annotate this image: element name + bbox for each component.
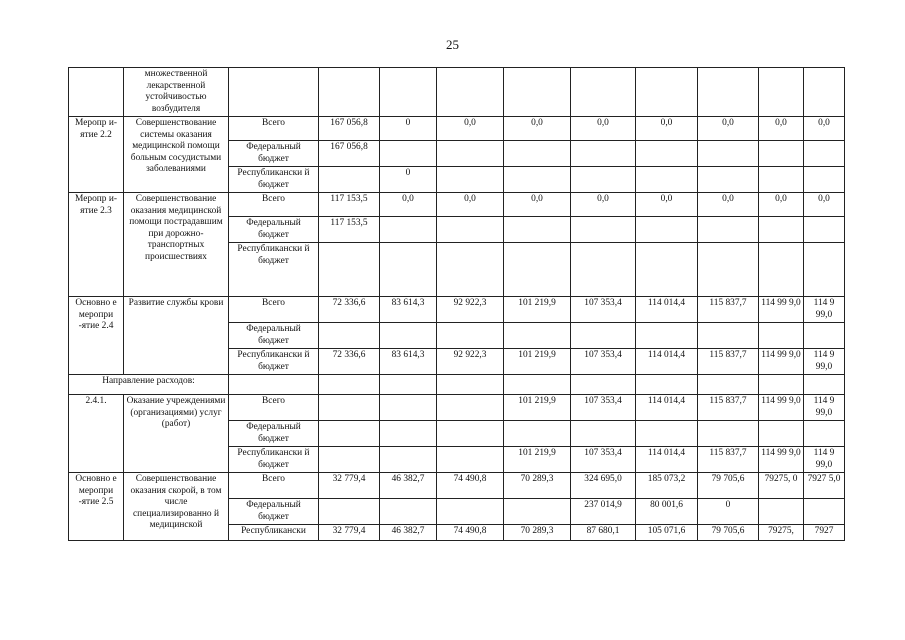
table-cell: 107 353,4: [571, 395, 636, 421]
table-cell: [804, 68, 845, 117]
table-cell: 83 614,3: [380, 349, 437, 375]
table-cell: [380, 217, 437, 243]
table-cell: 117 153,5: [319, 193, 380, 217]
table-cell: [319, 167, 380, 193]
table-cell: 0,0: [698, 117, 759, 141]
table-cell: [380, 395, 437, 421]
table-cell: [571, 421, 636, 447]
table-cell: [504, 141, 571, 167]
table-cell: Всего: [229, 297, 319, 323]
table-row: [69, 117, 845, 141]
table-cell: [571, 217, 636, 243]
table-cell: 114 99 9,0: [759, 447, 804, 473]
table-cell: 0,0: [636, 117, 698, 141]
table-cell: 107 353,4: [571, 447, 636, 473]
table-cell: 32 779,4: [319, 525, 380, 541]
table-cell: [229, 68, 319, 117]
table-cell: 32 779,4: [319, 473, 380, 499]
table-cell: [804, 167, 845, 193]
table-cell: [636, 68, 698, 117]
table-cell: [437, 421, 504, 447]
table-cell: [504, 499, 571, 525]
table-cell: 0,0: [504, 117, 571, 141]
table-cell: 115 837,7: [698, 447, 759, 473]
table-cell: [319, 375, 380, 395]
table-cell: Федеральный бюджет: [229, 323, 319, 349]
table-cell: Республикански й бюджет: [229, 447, 319, 473]
table-cell: [380, 243, 437, 297]
table-cell: 0,0: [504, 193, 571, 217]
table-cell: [698, 323, 759, 349]
table-cell: Совершенствование системы оказания медицинской помощи больным сосудистыми заболеваниями: [124, 117, 229, 193]
table-cell: 0,0: [804, 117, 845, 141]
table-row: [69, 395, 845, 421]
table-cell: 7927: [804, 525, 845, 541]
table-cell: [437, 68, 504, 117]
table-cell: 74 490,8: [437, 473, 504, 499]
table-cell: 0,0: [636, 193, 698, 217]
table-cell: [571, 243, 636, 297]
table-cell: 79 705,6: [698, 525, 759, 541]
table-cell: [804, 141, 845, 167]
table-cell: [698, 375, 759, 395]
table-cell: Оказание учреждениями (организациями) услуг (работ): [124, 395, 229, 473]
table-cell: [571, 323, 636, 349]
table-cell: 0,0: [571, 193, 636, 217]
table-cell: [804, 323, 845, 349]
table-cell: [636, 243, 698, 297]
table-cell: Всего: [229, 395, 319, 421]
table-cell: 70 289,3: [504, 473, 571, 499]
table-cell: [759, 323, 804, 349]
table-cell: 92 922,3: [437, 349, 504, 375]
table-cell: 114 9 99,0: [804, 447, 845, 473]
table-cell: 114 99 9,0: [759, 349, 804, 375]
table-cell: Республикански: [229, 525, 319, 541]
table-cell: 80 001,6: [636, 499, 698, 525]
table-cell: [698, 217, 759, 243]
table-cell: 0: [698, 499, 759, 525]
table-cell: Всего: [229, 193, 319, 217]
table-cell: [319, 421, 380, 447]
table-cell: [319, 499, 380, 525]
table-cell: Меропр и-ятие 2.2: [69, 117, 124, 193]
table-cell: [437, 499, 504, 525]
table-cell: [319, 323, 380, 349]
table-cell: [759, 68, 804, 117]
table-cell: [504, 217, 571, 243]
table-cell: 105 071,6: [636, 525, 698, 541]
table-cell: [319, 447, 380, 473]
table-cell: 0,0: [759, 193, 804, 217]
table-cell: [804, 421, 845, 447]
table-cell: [437, 243, 504, 297]
table-cell: [229, 375, 319, 395]
table-cell: 167 056,8: [319, 117, 380, 141]
table-cell: 101 219,9: [504, 349, 571, 375]
table-cell: [759, 141, 804, 167]
table-cell: [504, 68, 571, 117]
table-cell: [504, 421, 571, 447]
table-cell: 74 490,8: [437, 525, 504, 541]
table-cell: [636, 421, 698, 447]
table-cell: Республикански й бюджет: [229, 243, 319, 297]
table-cell: 237 014,9: [571, 499, 636, 525]
table-cell: [804, 243, 845, 297]
table-cell: [636, 375, 698, 395]
table-cell: 114 014,4: [636, 395, 698, 421]
table-cell: 72 336,6: [319, 297, 380, 323]
table-cell: 114 014,4: [636, 349, 698, 375]
table-cell: [698, 167, 759, 193]
budget-table: [68, 67, 845, 541]
table-cell: 2.4.1.: [69, 395, 124, 473]
table-cell: [759, 217, 804, 243]
table-cell: Федеральный бюджет: [229, 421, 319, 447]
table-cell: 107 353,4: [571, 349, 636, 375]
table-cell: [759, 421, 804, 447]
table-cell: 7927 5,0: [804, 473, 845, 499]
table-cell: 107 353,4: [571, 297, 636, 323]
table-cell: [571, 375, 636, 395]
table-cell: [380, 499, 437, 525]
table-cell: 114 99 9,0: [759, 297, 804, 323]
table-cell: 101 219,9: [504, 447, 571, 473]
table-cell: [698, 243, 759, 297]
table-cell: 185 073,2: [636, 473, 698, 499]
table-cell: Совершенствование оказания скорой, в том числе специализированно й медицинской: [124, 473, 229, 541]
table-cell: 46 382,7: [380, 473, 437, 499]
table-cell: 79 705,6: [698, 473, 759, 499]
table-cell: 79275, 0: [759, 473, 804, 499]
table-cell: [437, 141, 504, 167]
table-cell: 0,0: [437, 117, 504, 141]
table-cell: [319, 395, 380, 421]
table-cell: 72 336,6: [319, 349, 380, 375]
table-cell: 101 219,9: [504, 395, 571, 421]
table-cell: Республикански й бюджет: [229, 349, 319, 375]
table-cell: 0,0: [804, 193, 845, 217]
table-cell: [759, 375, 804, 395]
table-cell: 0,0: [437, 193, 504, 217]
table-cell: [380, 68, 437, 117]
table-cell: [69, 68, 124, 117]
table-cell: 114 014,4: [636, 297, 698, 323]
table-cell: [504, 375, 571, 395]
table-cell: [698, 68, 759, 117]
table-cell: Всего: [229, 117, 319, 141]
table-cell: Федеральный бюджет: [229, 499, 319, 525]
table-cell: Основно е меропри -ятие 2.5: [69, 473, 124, 541]
table-cell: [437, 447, 504, 473]
table-cell: [636, 217, 698, 243]
table-cell: [437, 167, 504, 193]
table-cell: [804, 217, 845, 243]
table-cell: [319, 243, 380, 297]
table-cell: [504, 243, 571, 297]
table-cell: 79275,: [759, 525, 804, 541]
table-row: [69, 68, 845, 117]
table-row: [69, 297, 845, 323]
page-number: 25: [446, 37, 459, 52]
table-cell: [571, 167, 636, 193]
table-cell: 114 9 99,0: [804, 349, 845, 375]
table-cell: 46 382,7: [380, 525, 437, 541]
table-cell: 87 680,1: [571, 525, 636, 541]
table-cell: 101 219,9: [504, 297, 571, 323]
table-cell: [380, 323, 437, 349]
table-row: [69, 375, 845, 395]
table-cell: [759, 499, 804, 525]
table-cell: [504, 323, 571, 349]
table-cell: [698, 421, 759, 447]
table-cell: Основно е меропри -ятие 2.4: [69, 297, 124, 375]
table-cell: 115 837,7: [698, 297, 759, 323]
table-cell: [698, 141, 759, 167]
table-cell: 114 9 99,0: [804, 395, 845, 421]
table-cell: 117 153,5: [319, 217, 380, 243]
table-cell: 0,0: [571, 117, 636, 141]
table-cell: Федеральный бюджет: [229, 217, 319, 243]
table-cell: 114 99 9,0: [759, 395, 804, 421]
direction-label: Направление расходов:: [69, 375, 229, 395]
table-cell: [319, 68, 380, 117]
table-cell: [380, 447, 437, 473]
table-cell: Республикански й бюджет: [229, 167, 319, 193]
table-cell: Меропр и-ятие 2.3: [69, 193, 124, 297]
table-cell: [636, 167, 698, 193]
table-cell: 83 614,3: [380, 297, 437, 323]
table-cell: 0: [380, 167, 437, 193]
table-cell: [437, 395, 504, 421]
table-cell: 114 014,4: [636, 447, 698, 473]
table-cell: [571, 68, 636, 117]
table-cell: [636, 141, 698, 167]
table-row: [69, 193, 845, 217]
table-cell: [504, 167, 571, 193]
table-cell: [759, 243, 804, 297]
table-cell: Всего: [229, 473, 319, 499]
table-row: [69, 473, 845, 499]
table-cell: 324 695,0: [571, 473, 636, 499]
table-cell: [759, 167, 804, 193]
table-cell: Совершенствование оказания медицинской помощи пострадавшим при дорожно-транспортных происшествиях: [124, 193, 229, 297]
table-cell: [636, 323, 698, 349]
table-cell: [804, 499, 845, 525]
table-cell: 70 289,3: [504, 525, 571, 541]
table-cell: 115 837,7: [698, 349, 759, 375]
table-cell: 0: [380, 117, 437, 141]
table-cell: 114 9 99,0: [804, 297, 845, 323]
table-cell: [380, 141, 437, 167]
table-cell: множественной лекарственной устойчивостью возбудителя: [124, 68, 229, 117]
table-cell: Развитие службы крови: [124, 297, 229, 375]
table-cell: Федеральный бюджет: [229, 141, 319, 167]
table-cell: 0,0: [759, 117, 804, 141]
table-cell: [437, 375, 504, 395]
table-cell: 92 922,3: [437, 297, 504, 323]
table-cell: [380, 421, 437, 447]
table-cell: [437, 217, 504, 243]
table-cell: 115 837,7: [698, 395, 759, 421]
table-cell: 167 056,8: [319, 141, 380, 167]
table-cell: [437, 323, 504, 349]
table-cell: 0,0: [698, 193, 759, 217]
table-cell: 0,0: [380, 193, 437, 217]
table-cell: [804, 375, 845, 395]
table-cell: [380, 375, 437, 395]
table-cell: [571, 141, 636, 167]
